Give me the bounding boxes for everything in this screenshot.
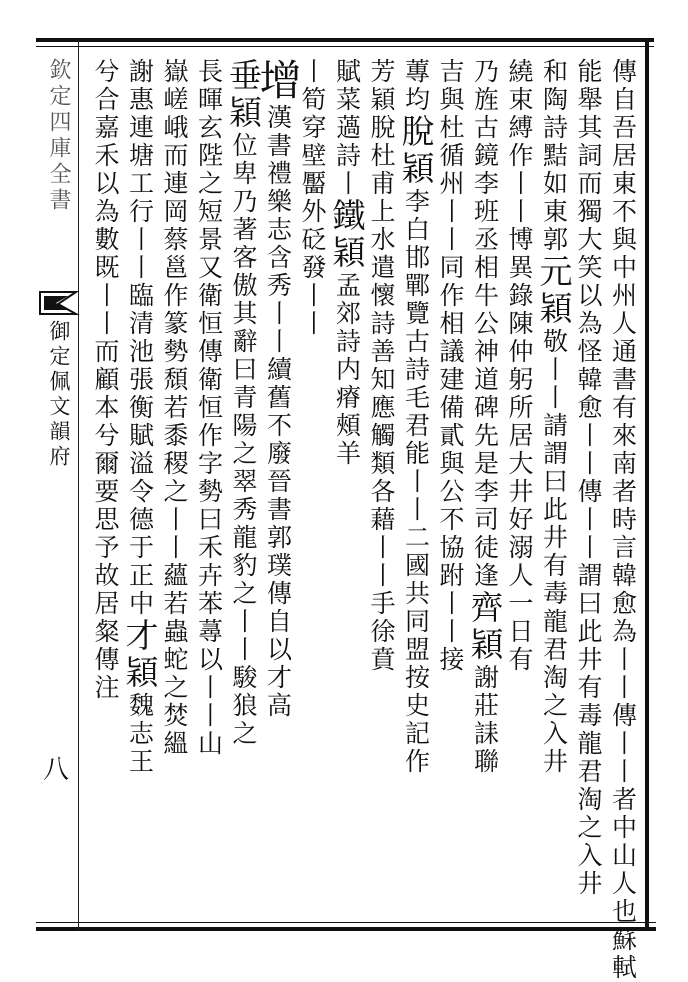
fish-tail-mark-icon bbox=[38, 290, 78, 316]
text-column bbox=[465, 58, 505, 918]
column-text: 位卑乃著客傲其辭曰青陽之翠秀龍豹之丨丨駿狼之 bbox=[229, 132, 258, 748]
column-text: 傳自吾居東不與中州人通書有來南者時言韓愈為丨丨傳丨丨者中山人也蘇軾 bbox=[608, 58, 638, 982]
text-column bbox=[502, 58, 536, 918]
headword: 齊穎 bbox=[465, 590, 505, 664]
column-text: 靨外砭發丨丨 bbox=[298, 170, 327, 338]
column-text: 博異錄陳仲躬所居大井好溺人一日有 bbox=[505, 226, 534, 674]
section-mark: 增 bbox=[253, 58, 303, 104]
top-inner-rule bbox=[36, 46, 654, 47]
text-column bbox=[253, 58, 303, 918]
column-text: 長暉玄陛之短景又衛恒傳衛恒作字勢曰禾卉苯蕁以丨丨山 bbox=[194, 58, 224, 758]
headword: 垂穎 bbox=[224, 58, 263, 132]
top-border-rule bbox=[36, 38, 654, 42]
column-text: 蓴均 bbox=[401, 58, 431, 114]
bottom-border-rule bbox=[36, 927, 656, 931]
margin-book-title: 御定佩文韻府 bbox=[47, 320, 71, 470]
column-text: 漢書禮樂志含秀丨丨續舊不廢晉書郭璞傳自以才高 bbox=[263, 104, 293, 720]
text-column bbox=[192, 58, 226, 918]
column-text: 孟郊詩内瘠頰羊 bbox=[332, 272, 362, 468]
text-column bbox=[433, 58, 467, 918]
headword: 元穎 bbox=[534, 254, 574, 328]
column-text: 丨筍穿壁 bbox=[298, 58, 327, 170]
text-column bbox=[224, 58, 263, 918]
page-number: 八 bbox=[42, 755, 69, 785]
column-text: 嶽嵯峨而連岡蔡邕作篆勢頹若黍稷之丨丨蘊若蟲蛇之焚縕 bbox=[160, 58, 189, 758]
column-text: 魏志王 bbox=[125, 692, 155, 776]
right-border-rule bbox=[645, 40, 649, 930]
column-text: 能舉其詞而獨大笑以為怪韓愈丨丨傳丨丨謂曰此井有毒龍君淘之入井 bbox=[574, 58, 603, 898]
center-gutter-rule bbox=[78, 40, 79, 930]
headword: 才穎 bbox=[120, 618, 160, 692]
margin-collection-title: 欽定四庫全書 bbox=[46, 58, 71, 214]
text-column bbox=[534, 58, 574, 918]
text-column bbox=[571, 58, 605, 918]
column-text: 繞束縛作丨丨 bbox=[505, 58, 534, 226]
column-text: 敬丨丨請謂曰此井有毒龍君淘之入井 bbox=[539, 328, 569, 776]
column-text: 和陶詩黠如東郭 bbox=[539, 58, 569, 254]
column-text: 乃旌古鏡李班丞相牛公神道碑先是李司徒逢 bbox=[470, 58, 500, 590]
column-text: 李白邯鄲覽古詩毛君能丨丨二國共同盟按史記作 bbox=[401, 188, 431, 776]
text-column bbox=[396, 58, 436, 918]
column-text: 跗丨丨接 bbox=[436, 562, 465, 674]
column-text: 粲傳注 bbox=[91, 618, 120, 702]
column-text: 謝惠連塘工行丨丨臨清池張衡賦溢令德于正中 bbox=[125, 58, 155, 618]
text-column bbox=[120, 58, 160, 918]
column-text: 謝莊誄聯 bbox=[470, 664, 500, 776]
headword: 脫穎 bbox=[396, 114, 436, 188]
column-text: 賦菜薖詩丨 bbox=[332, 58, 362, 198]
text-column bbox=[364, 58, 398, 918]
column-text: 兮合嘉禾以為數既丨丨而顧本兮爾要思予故居 bbox=[91, 58, 120, 618]
column-text: 吉與杜循州丨丨同作相議建備貳與公不協 bbox=[436, 58, 465, 562]
text-column bbox=[157, 58, 191, 918]
bottom-inner-rule bbox=[36, 922, 656, 923]
text-column bbox=[88, 58, 122, 918]
column-text: 芳 bbox=[367, 58, 396, 86]
text-column bbox=[295, 58, 329, 918]
text-column bbox=[327, 58, 367, 918]
text-column bbox=[606, 58, 640, 982]
column-text: 穎脫杜甫上水遣懷詩善知應觸類各藉丨丨手徐賁 bbox=[367, 86, 396, 674]
headword: 鐵穎 bbox=[327, 198, 367, 272]
